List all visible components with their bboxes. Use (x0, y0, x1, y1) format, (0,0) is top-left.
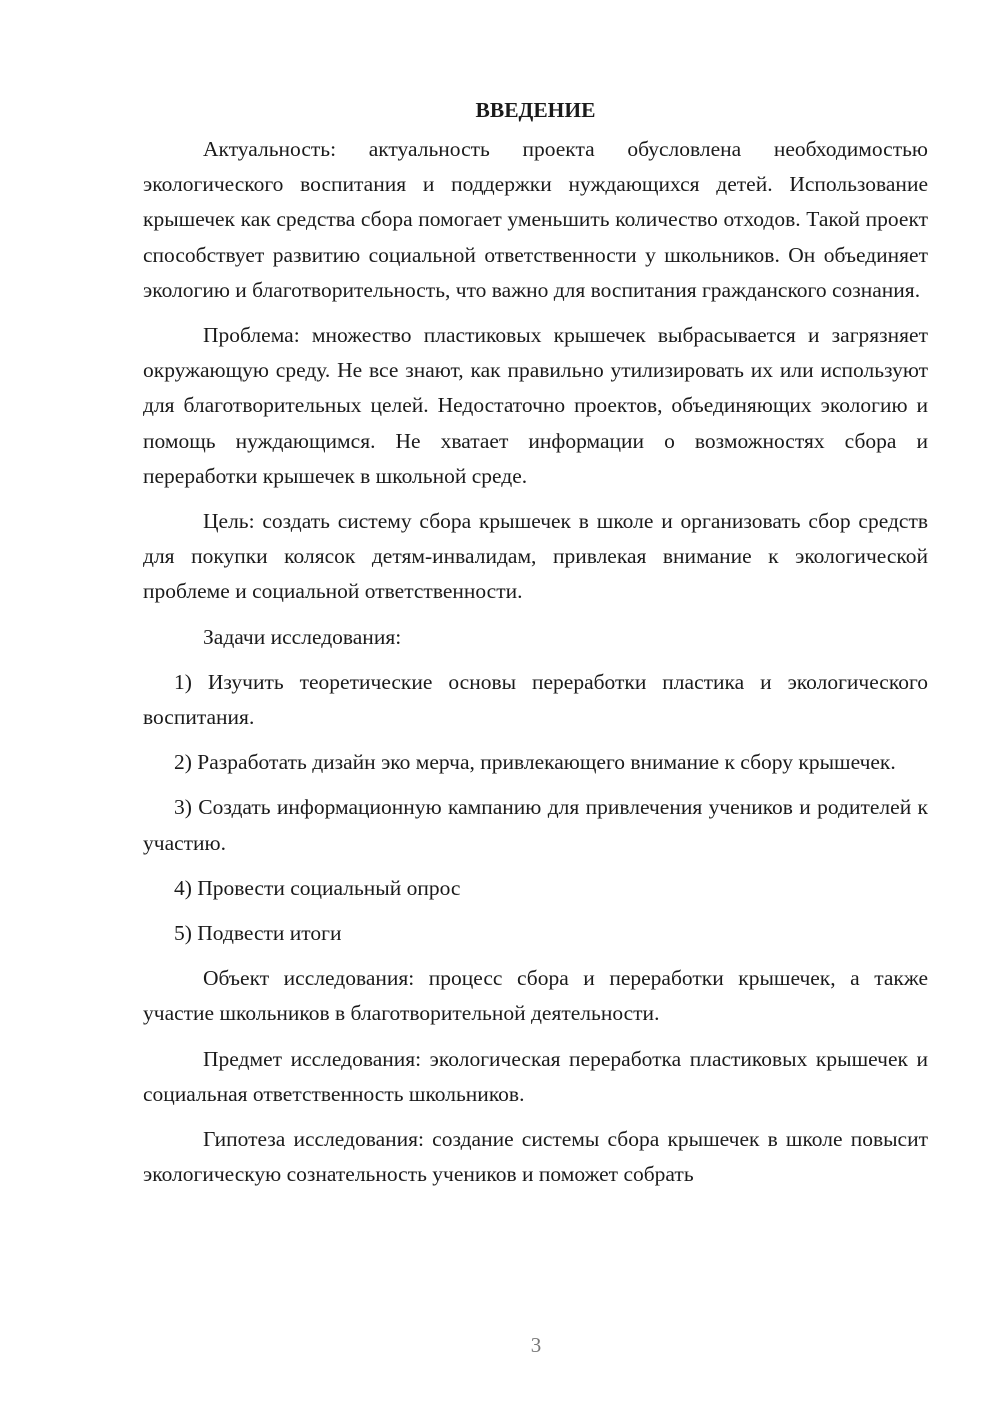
paragraph-goal: Цель: создать систему сбора крышечек в школе и организовать сбор средств для покупки колясок детям-инвалидам, привлекая внимание к экологической проблеме и социальной ответственности. (143, 509, 928, 604)
paragraph-subject: Предмет исследования: экологическая переработка пластиковых крышечек и социальная ответственность школьников. (143, 1046, 928, 1106)
page-number: 3 (530, 1333, 542, 1357)
document-page (143, 92, 928, 1192)
paragraph-tasks-heading: Задачи исследования: (203, 624, 402, 649)
task-item-2: 2) Разработать дизайн эко мерча, привлекающего внимание к сбору крышечек. (174, 750, 896, 775)
task-item-1: 1) Изучить теоретические основы переработки пластика и экологического воспитания. (143, 669, 928, 730)
task-item-3: 3) Создать информационную кампанию для привлечения учеников и родителей к участию. (143, 795, 928, 855)
section-title: ВВЕДЕНИЕ (475, 98, 596, 122)
paragraph-hypothesis: Гипотеза исследования: создание системы сбора крышечек в школе повысит экологическую сознательность учеников и поможет собрать (143, 1127, 928, 1187)
paragraph-relevance: Актуальность: актуальность проекта обусловлена необходимостью экологического воспитания и поддержки нуждающихся детей. Использование крышечек как средства сбора помогает уменьшить количество отходов. Такой проект способствует развитию социальной ответственности у школьников. Он объединяет экологию и благотворительность, что важно для воспитания гражданского сознания. (143, 137, 928, 302)
task-item-4: 4) Провести социальный опрос (174, 875, 461, 900)
paragraph-object: Объект исследования: процесс сбора и переработки крышечек, а также участие школьников в благотворительной деятельности. (143, 966, 928, 1026)
paragraph-problem: Проблема: множество пластиковых крышечек выбрасывается и загрязняет окружающую среду. Не все знают, как правильно утилизировать их или используют для благотворительных целей. Недостаточно проектов, объединяющих экологию и помощь нуждающимся. Не хватает информации о возможностях сбора и переработки крышечек в школьной среде. (143, 323, 928, 488)
task-item-5: 5) Подвести итоги (174, 921, 342, 946)
